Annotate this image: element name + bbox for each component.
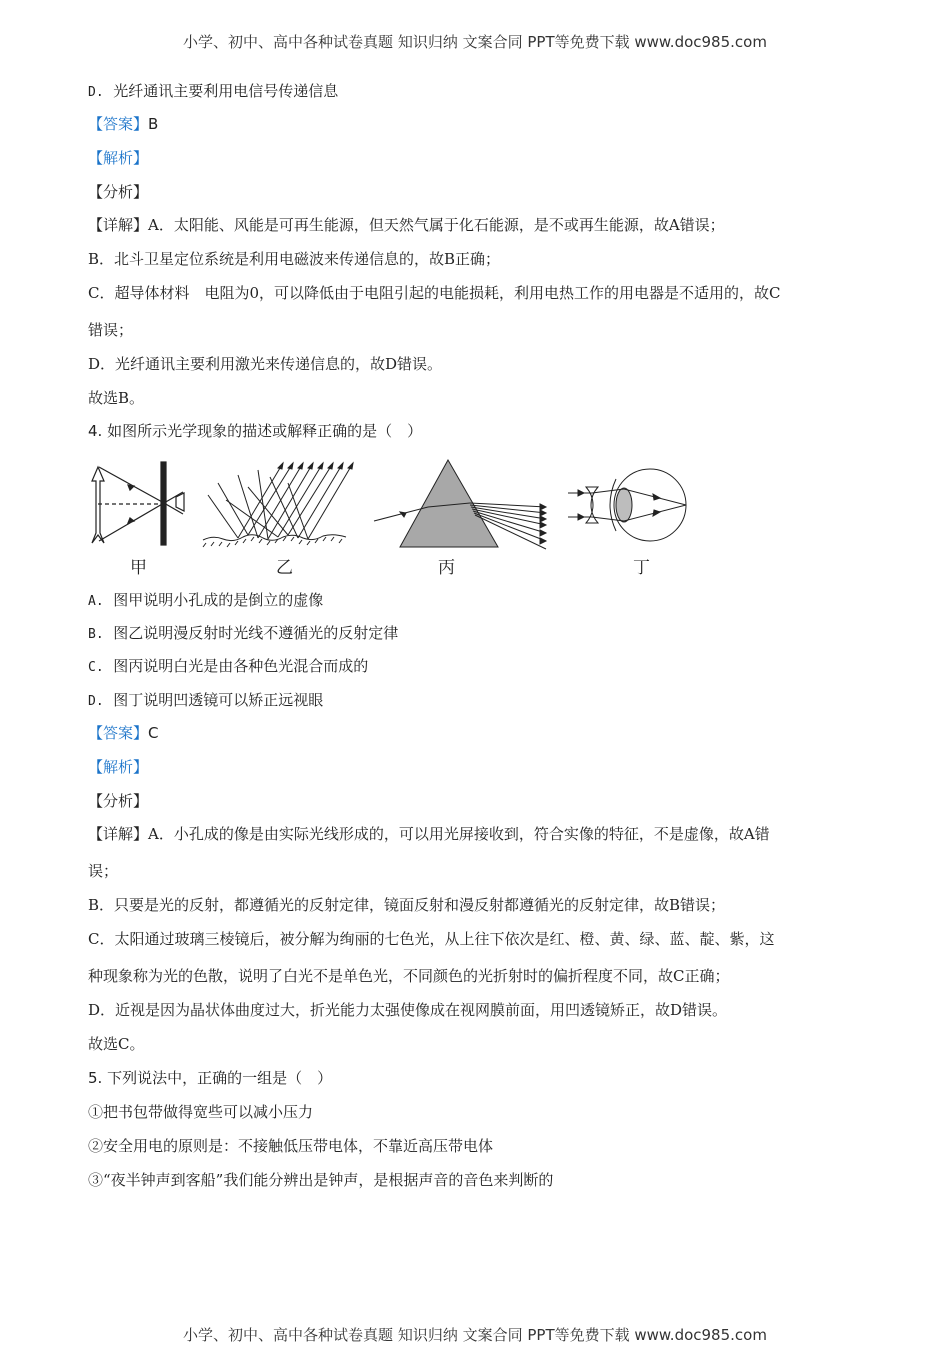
figure-bing-prism-dispersion <box>374 460 546 549</box>
answer-tag: 【答案】 <box>88 115 149 133</box>
answer-value: C <box>148 724 159 742</box>
option-label: D. <box>88 694 104 709</box>
figure-label-ding: 丁 <box>633 558 650 578</box>
q3-detail-2: B．北斗卫星定位系统是利用电磁波来传递信息的，故B正确； <box>88 250 501 268</box>
q4-stem: 4. 如图所示光学现象的描述或解释正确的是（ ） <box>88 422 423 440</box>
q3-detail-3a: C．超导体材料 电阻为0，可以降低由于电阻引起的电能损耗，利用电热工作的用电器是不适用的，故C <box>88 284 781 302</box>
q4-option-b <box>88 623 398 645</box>
q3-answer <box>88 114 158 134</box>
option-label: D. <box>88 85 104 100</box>
figure-yi-diffuse-reflection <box>203 463 353 547</box>
optics-figure-svg <box>88 455 698 580</box>
q4-option-a <box>88 590 323 612</box>
q3-fenxi: 【分析】 <box>88 183 149 201</box>
option-text: 图乙说明漫反射时光线不遵循光的反射定律 <box>113 624 399 642</box>
option-label: A. <box>88 594 104 609</box>
q5-item-2: ②安全用电的原则是：不接触低压带电体，不靠近高压带电体 <box>88 1137 494 1155</box>
figure-jia-pinhole <box>92 462 184 545</box>
q4-detail-3b: 种现象称为光的色散，说明了白光不是单色光，不同颜色的光折射时的偏折程度不同，故C正确； <box>88 967 730 985</box>
q4-detail-1b: 误； <box>88 862 119 880</box>
q3-detail-4: D．光纤通讯主要利用激光来传递信息的，故D错误。 <box>88 355 443 373</box>
q4-answer <box>88 723 159 743</box>
q5-stem: 5. 下列说法中，正确的一组是（ ） <box>88 1069 333 1087</box>
q4-detail-2: B．只要是光的反射，都遵循光的反射定律，镜面反射和漫反射都遵循光的反射定律，故B错误； <box>88 896 726 914</box>
q4-conclusion: 故选C。 <box>88 1035 145 1053</box>
q4-detail-3a: C．太阳通过玻璃三棱镜后，被分解为绚丽的七色光，从上往下依次是红、橙、黄、绿、蓝、靛、紫，这 <box>88 930 775 948</box>
q5-item-1: ①把书包带做得宽些可以减小压力 <box>88 1103 314 1121</box>
q4-analysis-tag: 【解析】 <box>88 758 149 776</box>
answer-tag: 【答案】 <box>88 724 149 742</box>
q5-item-3: ③“夜半钟声到客船”我们能分辨出是钟声，是根据声音的音色来判断的 <box>88 1171 554 1189</box>
option-text: 图甲说明小孔成的是倒立的虚像 <box>113 591 324 609</box>
q4-option-c <box>88 656 368 678</box>
q3-option-d <box>88 81 338 103</box>
option-text: 光纤通讯主要利用电信号传递信息 <box>113 82 339 100</box>
q4-detail-4: D．近视是因为晶状体曲度过大，折光能力太强使像成在视网膜前面，用凹透镜矫正，故D错误。 <box>88 1001 728 1019</box>
q4-detail-1a: 【详解】A．小孔成的像是由实际光线形成的，可以用光屏接收到，符合实像的特征，不是虚像，故A错 <box>88 825 770 843</box>
option-text: 图丁说明凹透镜可以矫正远视眼 <box>113 691 324 709</box>
figure-label-jia: 甲 <box>130 558 147 578</box>
q3-detail-1: 【详解】A．太阳能、风能是可再生能源，但天然气属于化石能源，是不或再生能源，故A错误； <box>88 216 725 234</box>
figure-ding-eye-concave-lens <box>568 469 686 541</box>
page-footer: 小学、初中、高中各种试卷真题 知识归纳 文案合同 PPT等免费下载 www.doc985.com <box>183 1326 767 1344</box>
q3-analysis-tag: 【解析】 <box>88 149 149 167</box>
q3-detail-3b: 错误； <box>88 321 134 339</box>
q3-conclusion: 故选B。 <box>88 389 145 407</box>
q4-fenxi: 【分析】 <box>88 792 149 810</box>
option-label: B. <box>88 627 104 642</box>
figure-label-yi: 乙 <box>276 558 293 578</box>
page-header: 小学、初中、高中各种试卷真题 知识归纳 文案合同 PPT等免费下载 www.doc985.com <box>183 33 767 51</box>
q4-option-d <box>88 690 323 712</box>
figure-label-bing: 丙 <box>438 558 455 578</box>
option-label: C. <box>88 660 104 675</box>
option-text: 图丙说明白光是由各种色光混合而成的 <box>113 657 369 675</box>
answer-value: B <box>148 115 159 133</box>
optics-figure <box>88 455 698 580</box>
